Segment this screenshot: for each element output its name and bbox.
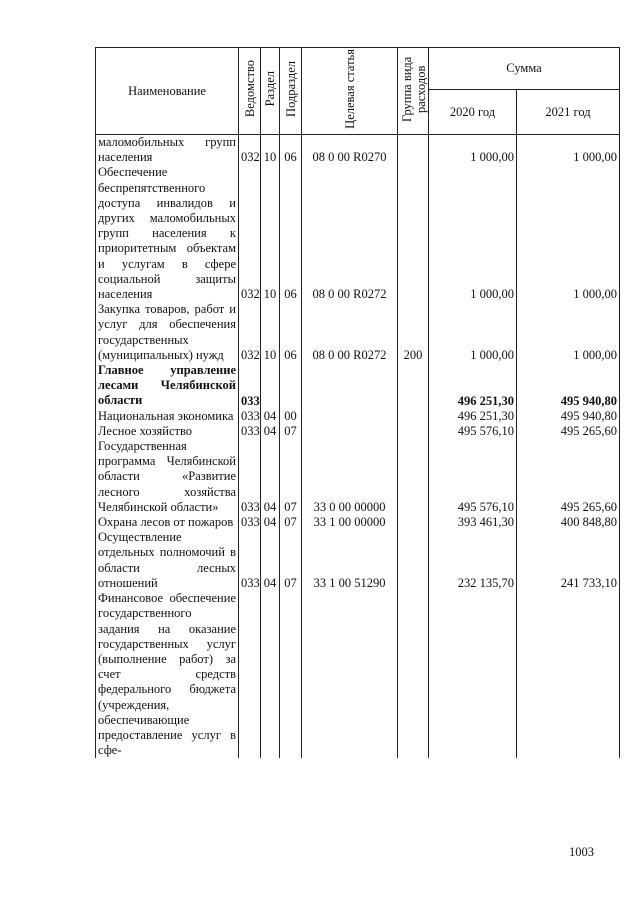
row-gruppa-vida-rashodov: 200 xyxy=(398,302,429,363)
header-vedomstvo: Ведомство xyxy=(239,48,261,135)
row-name: Обеспечение беспрепятственного доступа инвалидов и других маломобильных групп населения к приоритетным объектам и услугам в сфере социальной защиты населения xyxy=(96,165,239,302)
row-sum-2020 xyxy=(429,591,517,758)
header-summa: Сумма xyxy=(429,48,620,90)
row-gruppa-vida-rashodov xyxy=(398,424,429,439)
row-vedomstvo: 033 xyxy=(239,409,261,424)
table-row xyxy=(96,591,620,758)
row-sum-2021: 1 000,00 xyxy=(517,135,620,166)
row-sum-2021: 495 265,60 xyxy=(517,439,620,515)
row-sum-2021: 495 940,80 xyxy=(517,363,620,409)
row-sum-2020: 1 000,00 xyxy=(429,165,517,302)
row-name: Государственная программа Челябинской области «Развитие лесного хозяйства Челябинской области» xyxy=(96,439,239,515)
table-row xyxy=(96,409,620,424)
row-name: Финансовое обеспечение государственного задания на оказание государственных услуг (выполнение работ) за счет средств федерального бюджета (учреждения, обеспечивающие предоставление услуг в сфе- xyxy=(96,591,239,758)
row-razdel: 04 xyxy=(261,409,280,424)
row-razdel: 04 xyxy=(261,530,280,591)
row-celevaya-statya: 33 1 00 00000 xyxy=(302,515,398,530)
row-sum-2020: 1 000,00 xyxy=(429,135,517,166)
table-header xyxy=(96,48,620,135)
row-sum-2020: 1 000,00 xyxy=(429,302,517,363)
page-number: 1003 xyxy=(569,845,594,859)
table-row xyxy=(96,515,620,530)
row-sum-2021: 495 940,80 xyxy=(517,409,620,424)
row-celevaya-statya: 33 1 00 51290 xyxy=(302,530,398,591)
row-sum-2020: 232 135,70 xyxy=(429,530,517,591)
header-year-2021: 2021 год xyxy=(517,90,620,135)
row-sum-2021: 1 000,00 xyxy=(517,302,620,363)
row-sum-2020: 495 576,10 xyxy=(429,439,517,515)
row-celevaya-statya: 33 0 00 00000 xyxy=(302,439,398,515)
row-podrazdel: 06 xyxy=(280,165,302,302)
row-razdel: 04 xyxy=(261,424,280,439)
row-name: Охрана лесов от пожаров xyxy=(96,515,239,530)
row-vedomstvo xyxy=(239,591,261,758)
header-name: Наименование xyxy=(96,48,239,135)
row-gruppa-vida-rashodov xyxy=(398,591,429,758)
row-gruppa-vida-rashodov xyxy=(398,165,429,302)
row-vedomstvo: 033 xyxy=(239,439,261,515)
row-name: Закупка товаров, работ и услуг для обеспечения государственных (муниципальных) нужд xyxy=(96,302,239,363)
row-razdel: 04 xyxy=(261,439,280,515)
row-razdel xyxy=(261,591,280,758)
row-vedomstvo: 032 xyxy=(239,135,261,166)
row-sum-2020: 496 251,30 xyxy=(429,363,517,409)
row-sum-2021 xyxy=(517,591,620,758)
row-podrazdel: 06 xyxy=(280,135,302,166)
row-celevaya-statya xyxy=(302,424,398,439)
row-podrazdel: 07 xyxy=(280,424,302,439)
row-sum-2021: 400 848,80 xyxy=(517,515,620,530)
table-row xyxy=(96,302,620,363)
row-sum-2020: 495 576,10 xyxy=(429,424,517,439)
budget-table xyxy=(95,47,620,758)
row-celevaya-statya: 08 0 00 R0272 xyxy=(302,302,398,363)
row-sum-2020: 393 461,30 xyxy=(429,515,517,530)
row-gruppa-vida-rashodov xyxy=(398,515,429,530)
row-podrazdel: 07 xyxy=(280,530,302,591)
table-row xyxy=(96,135,620,166)
row-sum-2021: 1 000,00 xyxy=(517,165,620,302)
table-row xyxy=(96,165,620,302)
row-gruppa-vida-rashodov xyxy=(398,439,429,515)
row-podrazdel: 00 xyxy=(280,409,302,424)
row-sum-2021: 495 265,60 xyxy=(517,424,620,439)
row-razdel: 10 xyxy=(261,165,280,302)
row-vedomstvo: 033 xyxy=(239,515,261,530)
row-name: Национальная экономика xyxy=(96,409,239,424)
table-row xyxy=(96,439,620,515)
row-podrazdel xyxy=(280,591,302,758)
row-gruppa-vida-rashodov xyxy=(398,530,429,591)
row-sum-2021: 241 733,10 xyxy=(517,530,620,591)
row-razdel xyxy=(261,363,280,409)
row-razdel: 10 xyxy=(261,302,280,363)
row-name: Лесное хозяйство xyxy=(96,424,239,439)
row-podrazdel: 06 xyxy=(280,302,302,363)
header-celevaya-statya: Целевая статья xyxy=(302,48,398,135)
row-vedomstvo: 032 xyxy=(239,302,261,363)
row-sum-2020: 496 251,30 xyxy=(429,409,517,424)
row-gruppa-vida-rashodov xyxy=(398,135,429,166)
row-vedomstvo: 033 xyxy=(239,424,261,439)
table-row xyxy=(96,424,620,439)
table-body xyxy=(96,135,620,759)
row-celevaya-statya: 08 0 00 R0270 xyxy=(302,135,398,166)
row-razdel: 04 xyxy=(261,515,280,530)
row-podrazdel: 07 xyxy=(280,515,302,530)
header-podrazdel: Подраздел xyxy=(280,48,302,135)
row-celevaya-statya xyxy=(302,591,398,758)
header-year-2020: 2020 год xyxy=(429,90,517,135)
row-celevaya-statya: 08 0 00 R0272 xyxy=(302,165,398,302)
row-vedomstvo: 033 xyxy=(239,363,261,409)
table-row xyxy=(96,530,620,591)
row-vedomstvo: 032 xyxy=(239,165,261,302)
row-celevaya-statya xyxy=(302,409,398,424)
row-vedomstvo: 033 xyxy=(239,530,261,591)
table-row xyxy=(96,363,620,409)
header-gruppa-vida-rashodov: Группа вида расходов xyxy=(398,48,429,135)
row-razdel: 10 xyxy=(261,135,280,166)
row-gruppa-vida-rashodov xyxy=(398,363,429,409)
row-podrazdel: 07 xyxy=(280,439,302,515)
row-gruppa-vida-rashodov xyxy=(398,409,429,424)
row-name: Главное управление лесами Челябинской области xyxy=(96,363,239,409)
header-razdel: Раздел xyxy=(261,48,280,135)
row-celevaya-statya xyxy=(302,363,398,409)
row-podrazdel xyxy=(280,363,302,409)
row-name: Осуществление отдельных полномочий в области лесных отношений xyxy=(96,530,239,591)
row-name: маломобильных групп населения xyxy=(96,135,239,166)
